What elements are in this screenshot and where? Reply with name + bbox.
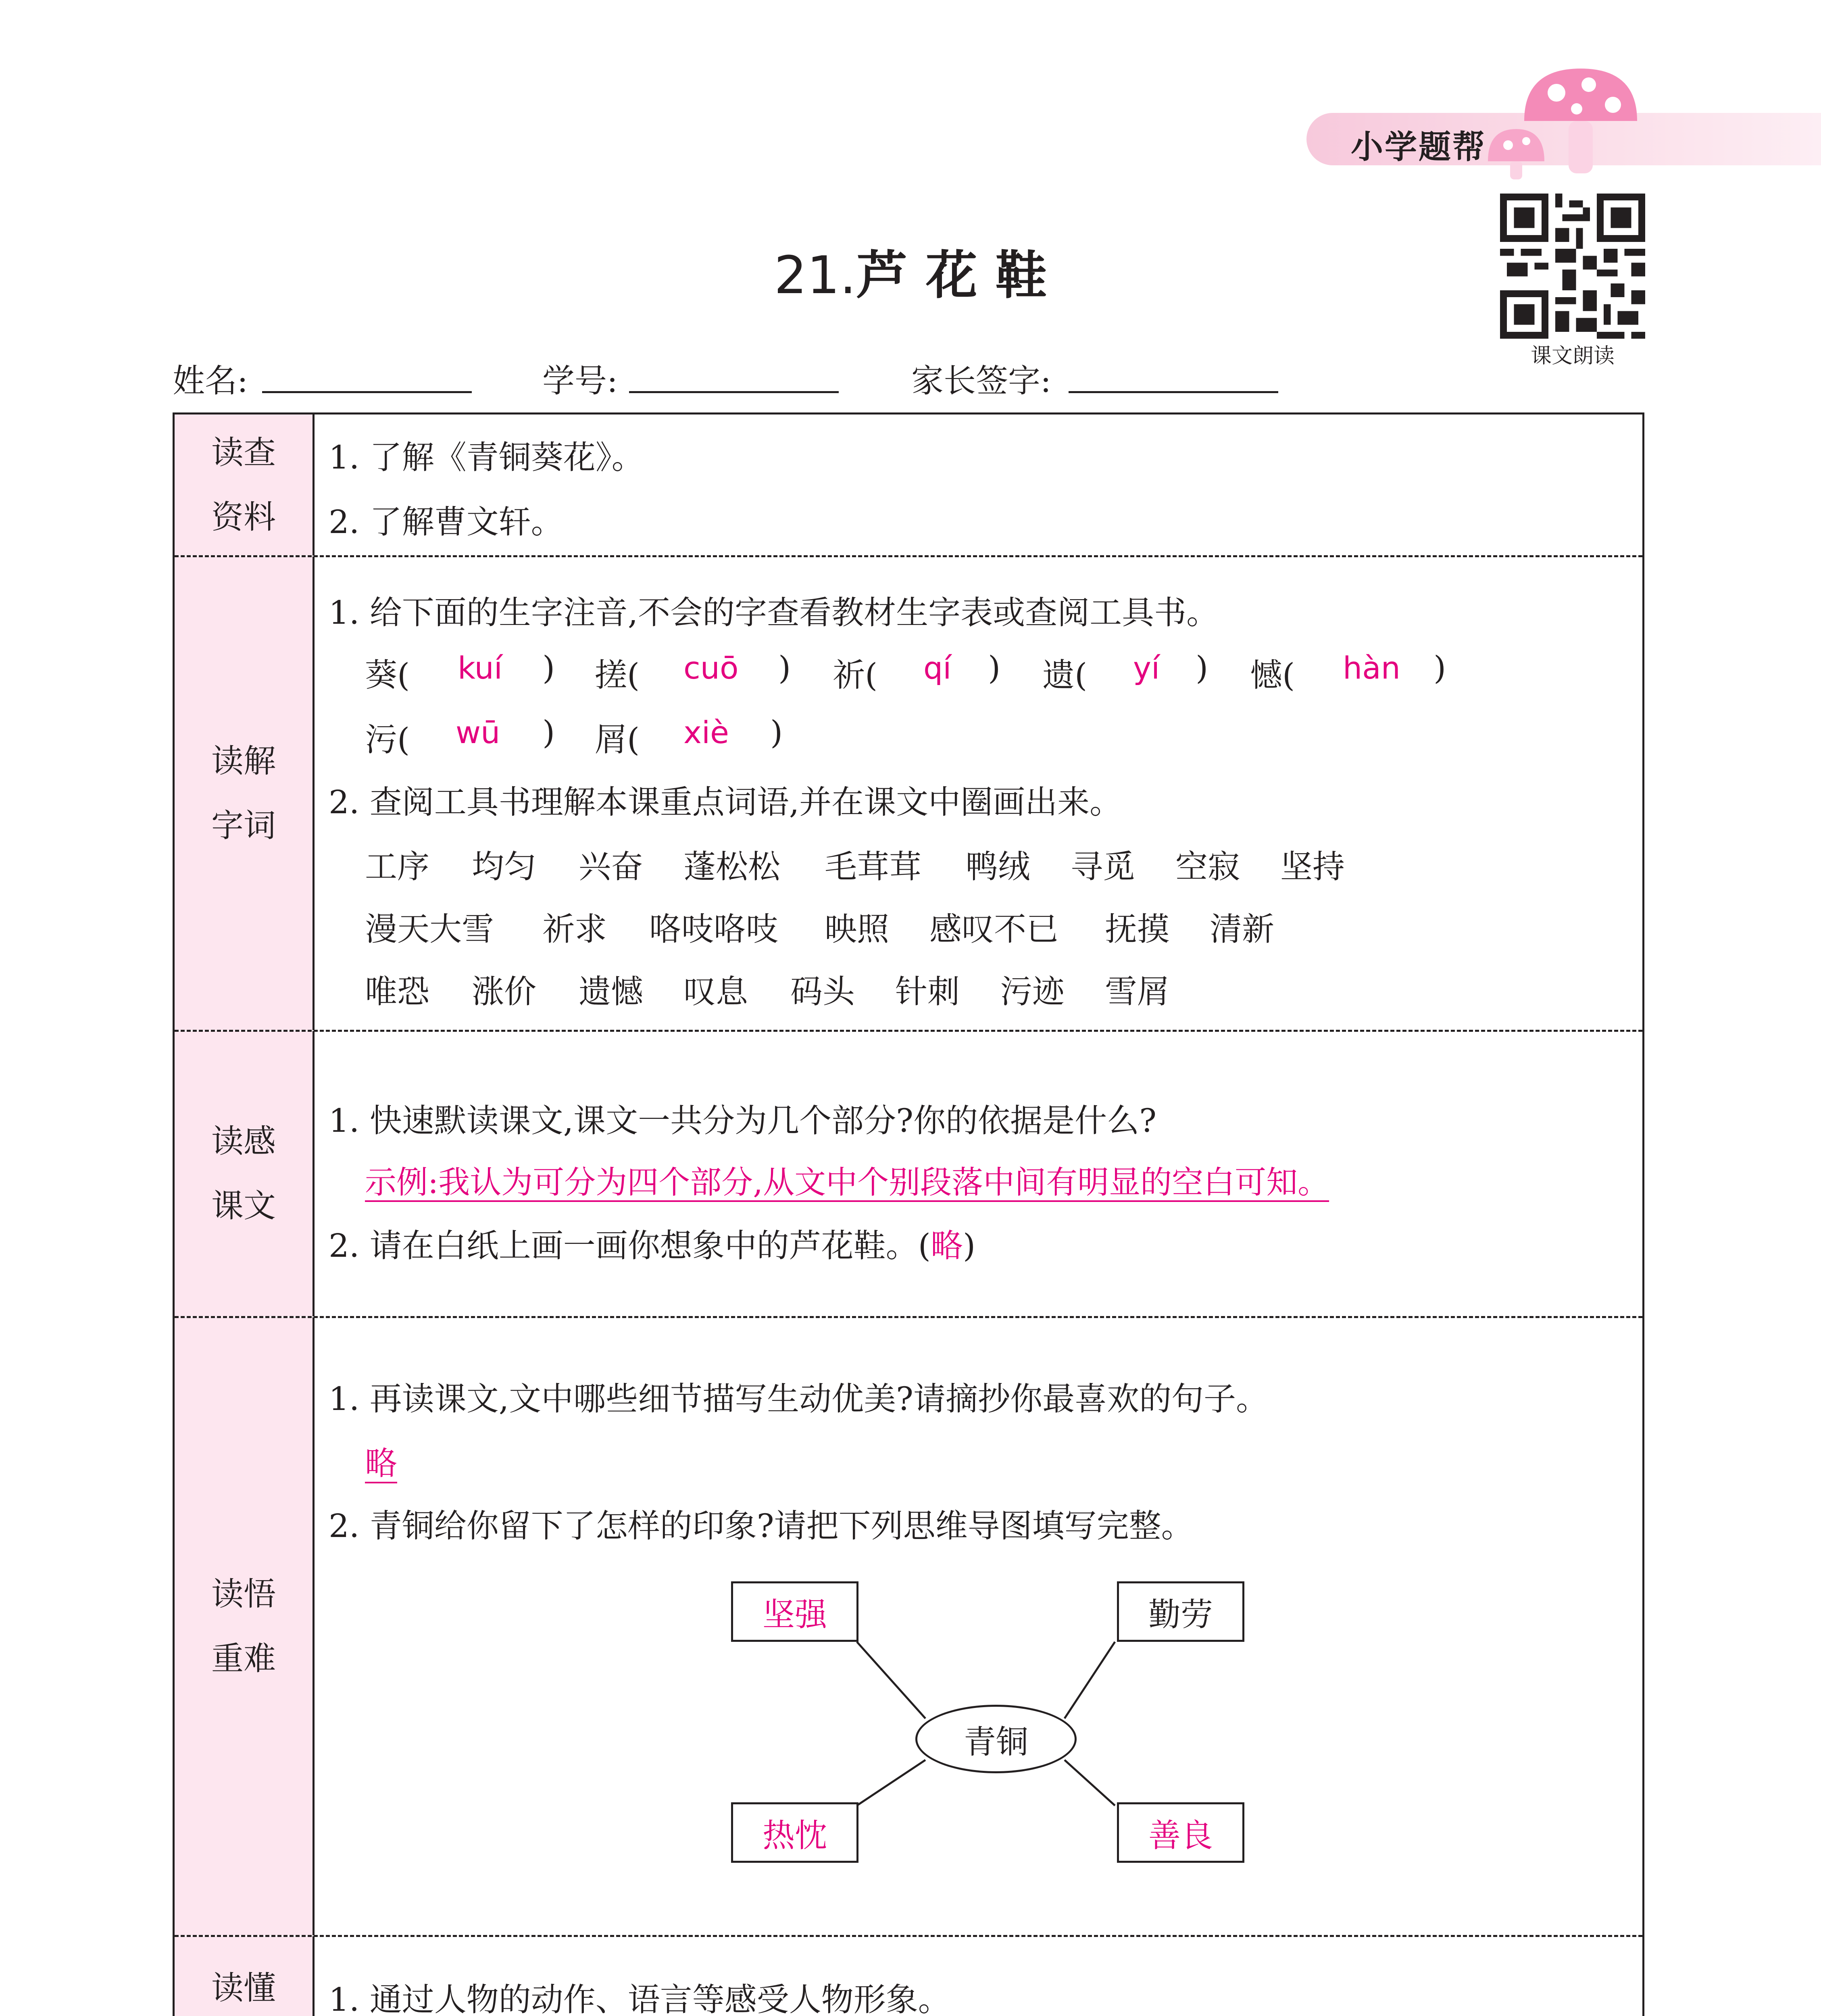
mindmap-bottom-right[interactable]: 善良 — [1117, 1802, 1244, 1863]
pinyin-answer[interactable]: xiè — [683, 714, 729, 750]
pinyin-answer[interactable]: wū — [456, 714, 500, 750]
pinyin-item: 憾( — [1250, 656, 1295, 694]
vocab-word: 抚摸 — [1105, 910, 1169, 948]
vocab-word: 雪屑 — [1105, 973, 1169, 1010]
brand-name: 小学题帮 — [1351, 128, 1486, 166]
pinyin-close: ) — [542, 714, 555, 751]
qr-code-icon[interactable] — [1500, 194, 1645, 339]
label-materials: 读查 资料 — [175, 414, 315, 556]
label-text: 读感 课文 — [175, 1031, 315, 1316]
name-field[interactable] — [262, 391, 472, 393]
methods-item-1: 1. 通过人物的动作、语言等感受人物形象。 — [329, 1981, 950, 2016]
pinyin-item: 葵( — [365, 656, 410, 694]
vocab-word: 空寂 — [1175, 848, 1240, 885]
text-answer-1[interactable]: 示例:我认为可分为四个部分,从文中个别段落中间有明显的空白可知。 — [365, 1164, 1329, 1201]
lesson-number: 21. — [774, 246, 856, 306]
vocab-word: 祈求 — [542, 910, 607, 948]
vocab-word: 唯恐 — [365, 973, 429, 1010]
materials-item-2: 2. 了解曹文轩。 — [329, 503, 563, 541]
words-question-1: 1. 给下面的生字注音,不会的字查看教材生字表或查阅工具书。 — [329, 594, 1219, 631]
text-question-1: 1. 快速默读课文,课文一共分为几个部分?你的依据是什么? — [329, 1102, 1156, 1139]
label-words: 读解 字词 — [175, 556, 315, 1030]
vocab-word: 咯吱咯吱 — [649, 910, 778, 948]
key-answer-1[interactable]: 略 — [365, 1445, 397, 1482]
words-question-2: 2. 查阅工具书理解本课重点词语,并在课文中圈画出来。 — [329, 783, 1122, 821]
vocab-word: 蓬松松 — [683, 848, 780, 885]
vocab-word: 叹息 — [683, 973, 748, 1010]
student-id-field[interactable] — [629, 391, 839, 393]
vocab-word: 坚持 — [1280, 848, 1345, 885]
vocab-word: 均匀 — [472, 848, 536, 885]
qr-caption: 课文朗读 — [1530, 344, 1615, 368]
mindmap-bottom-left[interactable]: 热忱 — [731, 1802, 858, 1863]
pinyin-answer[interactable]: cuō — [683, 650, 739, 686]
pinyin-item: 屑( — [595, 721, 640, 758]
mindmap-center: 青铜 — [915, 1705, 1077, 1773]
vocab-word: 漫天大雪 — [365, 910, 494, 948]
materials-item-1: 1. 了解《青铜葵花》。 — [329, 439, 644, 476]
key-question-2: 2. 青铜给你留下了怎样的印象?请把下列思维导图填写完整。 — [329, 1507, 1194, 1545]
student-id-label: 学号: — [542, 362, 618, 400]
pinyin-answer[interactable]: yí — [1133, 650, 1160, 686]
row-divider — [175, 1316, 1642, 1318]
text-answer-2: 略 — [930, 1227, 963, 1264]
parent-signature-field[interactable] — [1069, 391, 1278, 393]
row-divider — [175, 1030, 1642, 1032]
mindmap-top-left[interactable]: 坚强 — [731, 1581, 858, 1642]
key-question-1: 1. 再读课文,文中哪些细节描写生动优美?请摘抄你最喜欢的句子。 — [329, 1380, 1269, 1418]
mushroom-icon — [1476, 60, 1657, 181]
vocab-word: 毛茸茸 — [825, 848, 921, 885]
vocab-word: 清新 — [1210, 910, 1274, 948]
text-question-2: 2. 请在白纸上画一画你想象中的芦花鞋。(略) — [329, 1227, 976, 1264]
pinyin-close: ) — [1196, 649, 1208, 687]
pinyin-item: 遗( — [1042, 656, 1088, 694]
vocab-word: 工序 — [365, 848, 429, 885]
parent-signature-label: 家长签字: — [911, 362, 1051, 400]
name-label: 姓名: — [173, 362, 248, 400]
pinyin-close: ) — [770, 714, 783, 751]
row-divider — [175, 555, 1642, 557]
vocab-word: 涨价 — [472, 973, 536, 1010]
vocab-word: 寻觅 — [1071, 848, 1135, 885]
mindmap-top-right[interactable]: 勤劳 — [1117, 1581, 1244, 1642]
vocab-word: 兴奋 — [579, 848, 643, 885]
pinyin-close: ) — [1433, 649, 1446, 687]
label-methods: 读懂 — [175, 1936, 315, 2016]
pinyin-item: 污( — [365, 721, 410, 758]
vocab-word: 映照 — [825, 910, 889, 948]
pinyin-item: 祈( — [833, 656, 878, 694]
pinyin-answer[interactable]: hàn — [1343, 650, 1400, 686]
vocab-word: 感叹不已 — [929, 910, 1058, 948]
pinyin-item: 搓( — [595, 656, 640, 694]
pinyin-answer[interactable]: qí — [923, 650, 952, 686]
vocab-word: 针刺 — [895, 973, 960, 1010]
label-key-points: 读悟 重难 — [175, 1317, 315, 1935]
lesson-title: 芦 花 鞋 — [856, 245, 1047, 306]
pinyin-close: ) — [778, 649, 791, 687]
pinyin-close: ) — [988, 649, 1001, 687]
vocab-word: 码头 — [790, 973, 855, 1010]
pinyin-answer[interactable]: kuí — [458, 650, 502, 686]
vocab-word: 鸭绒 — [966, 848, 1030, 885]
vocab-word: 遗憾 — [579, 973, 643, 1010]
vocab-word: 污迹 — [1000, 973, 1065, 1010]
row-divider — [175, 1935, 1642, 1937]
pinyin-close: ) — [542, 649, 555, 687]
